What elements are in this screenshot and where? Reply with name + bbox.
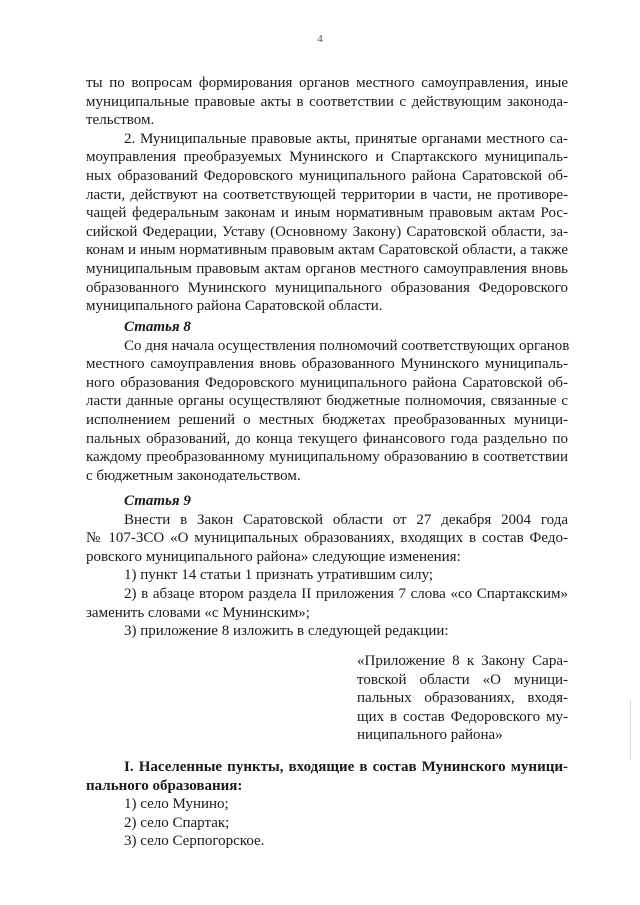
text-line: ровского муниципального района» следующие изменения:	[86, 548, 461, 565]
appendix-quote	[357, 652, 568, 745]
section-1-title: I. Населенные пункты, входящие в состав Мунинского муници-	[124, 759, 568, 775]
article-8	[86, 318, 568, 485]
text-line: с бюджетным законодательством.	[86, 467, 301, 484]
section-1	[86, 758, 568, 851]
text-line: муниципальные правовые акты в соответствии с действующим законода-	[86, 93, 568, 110]
paragraph-continuation	[86, 74, 568, 130]
text-line: каждому преобразованному муниципальному образованию в соответствии	[86, 449, 568, 466]
text-line: 2. Муниципальные правовые акты, принятые органами местного са-	[124, 130, 568, 147]
text-line: «Приложение 8 к Закону Сара-	[357, 653, 568, 669]
text-line: чащей федеральным законам и иным нормативным правовым актам Рос-	[86, 205, 568, 222]
text-line: заменить словами «с Мунинским»;	[86, 604, 310, 621]
text-line: товской области «О муници-	[357, 671, 568, 688]
list-item: 3) село Серпогорское.	[124, 833, 265, 850]
text-line: ласти, действуют на соответствующей территории в части, не противоре-	[86, 186, 568, 203]
text-line: Внести в Закон Саратовской области от 27 декабря 2004 года	[124, 511, 568, 528]
text-line: конам и иным нормативным правовым актам Саратовской области, а также	[86, 242, 568, 259]
text-line: тельством.	[86, 112, 155, 129]
amendment-item-3: 3) приложение 8 изложить в следующей редакции:	[124, 623, 449, 640]
text-line: щих в состав Федоровского му-	[357, 708, 568, 725]
section-1-title: пального образования:	[86, 777, 243, 794]
amendment-item-2: 2) в абзаце втором раздела II приложения 7 слова «со Спартакским»	[124, 585, 568, 602]
text-line: моуправления преобразуемых Мунинского и Спартакского муниципаль-	[86, 149, 568, 166]
text-line: сийской Федерации, Уставу (Основному Закону) Саратовской области, за-	[86, 223, 568, 240]
text-line: исполнением решений о местных бюджетах преобразованных муници-	[86, 411, 568, 428]
article-8-heading: Статья 8	[124, 319, 191, 335]
list-item: 2) село Спартак;	[124, 814, 230, 831]
paragraph-2	[86, 130, 568, 316]
scan-edge-mark	[630, 700, 631, 760]
text-line: пальных образованиях, входя-	[357, 690, 568, 707]
text-line: ты по вопросам формирования органов местного самоуправления, иные	[86, 75, 568, 91]
article-9	[86, 492, 568, 641]
text-line: ласти данные органы осуществляют бюджетные полномочия, связанные с	[86, 393, 568, 410]
text-line: образованного Мунинского муниципального образования Федоровского	[86, 279, 568, 296]
text-line: муниципального района Саратовской области.	[86, 298, 383, 315]
page-number: 4	[317, 33, 323, 45]
text-line: муниципальным правовым актам органов местного самоуправления вновь	[86, 260, 568, 277]
amendment-item-1: 1) пункт 14 статьи 1 признать утратившим силу;	[124, 567, 434, 584]
text-line: местного самоуправления вновь образованного Мунинского муниципаль-	[86, 356, 568, 373]
text-line: Со дня начала осуществления полномочий соответствующих органов	[124, 337, 570, 354]
text-line: ниципального района»	[357, 727, 503, 744]
text-line: пальных образований, до конца текущего финансового года раздельно по	[86, 430, 568, 447]
list-item: 1) село Мунино;	[124, 796, 229, 813]
text-line: № 107-ЗСО «О муниципальных образованиях, входящих в состав Федо-	[86, 530, 568, 547]
article-9-heading: Статья 9	[124, 493, 191, 509]
text-line: ного образования Федоровского муниципального района Саратовской об-	[86, 374, 568, 391]
text-line: ных образований Федоровского муниципального района Саратовской об-	[86, 167, 568, 184]
